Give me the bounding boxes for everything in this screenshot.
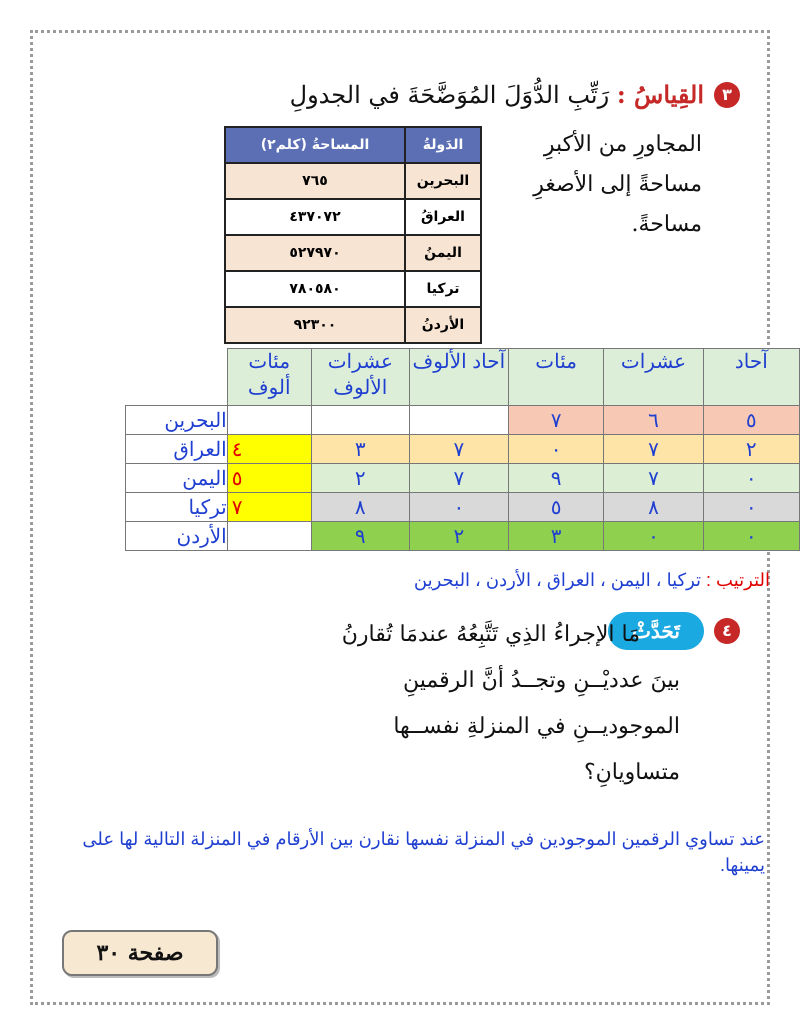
header-blank — [126, 349, 228, 406]
question-3-body-line: مساحةً. — [631, 212, 702, 237]
digit-cell: ٠ — [703, 464, 799, 493]
country-cell: اليمنُ — [405, 235, 481, 271]
area-table — [224, 126, 482, 344]
ordering-value: تركيا ، اليمن ، العراق ، الأردن ، البحرين — [413, 570, 702, 590]
area-cell: ٧٨٠٥٨٠ — [225, 271, 405, 307]
table-row — [225, 199, 481, 235]
digit-cell: ٠ — [409, 493, 508, 522]
country-name-cell: البحرين — [126, 406, 228, 435]
page-number: صفحة ٣٠ — [62, 930, 218, 976]
question-4-line: بينَ عدديْــنِ وتجــدُ أنَّ الرقمينِ — [403, 668, 680, 693]
digit-cell — [227, 406, 311, 435]
question-3-line1: رَتِّبِ الدُّوَلَ المُوَضَّحَةَ في الجدولِ — [289, 81, 610, 109]
header-tens: عشرات — [604, 349, 703, 406]
table-row — [225, 235, 481, 271]
question-3-heading — [290, 80, 704, 109]
country-name-cell: الأردن — [126, 522, 228, 551]
question-4-line: متساويانِ؟ — [583, 760, 680, 785]
header-ten-thousands: عشرات الألوف — [311, 349, 409, 406]
country-name-cell: العراق — [126, 435, 228, 464]
question-number-badge: ٤ — [714, 618, 740, 644]
area-cell: ٩٢٣٠٠ — [225, 307, 405, 343]
question-4-line-text: مَا الإجراءُ الذِي تَتَّبِعُهُ عندمَا تُقارنُ — [341, 622, 640, 647]
digit-cell: ٥ — [703, 406, 799, 435]
digit-cell: ٠ — [703, 493, 799, 522]
digit-cell — [227, 522, 311, 551]
question-4 — [140, 612, 740, 812]
digit-cell: ٩ — [311, 522, 409, 551]
question-3 — [180, 82, 740, 112]
country-cell: العراقُ — [405, 199, 481, 235]
place-value-table — [125, 348, 800, 551]
question-number-badge: ٣ — [714, 82, 740, 108]
area-cell: ٤٣٧٠٧٢ — [225, 199, 405, 235]
digit-cell: ٢ — [703, 435, 799, 464]
digit-cell-highlighted: ٤ — [227, 435, 311, 464]
digit-cell: ٨ — [311, 493, 409, 522]
area-cell: ٥٢٧٩٧٠ — [225, 235, 405, 271]
digit-cell: ٣ — [311, 435, 409, 464]
digit-cell: ٧ — [604, 435, 703, 464]
ordering-answer — [414, 570, 770, 591]
area-table-header-country: الدَولةُ — [405, 127, 481, 163]
digit-cell: ٠ — [604, 522, 703, 551]
question-4-line: الموجوديــنِ في المنزلةِ نفســها — [393, 714, 680, 739]
country-name-cell: اليمن — [126, 464, 228, 493]
question-3-body — [522, 125, 702, 245]
country-cell: الأردنُ — [405, 307, 481, 343]
digit-cell-highlighted: ٧ — [227, 493, 311, 522]
header-ones: آحاد — [703, 349, 799, 406]
digit-cell-highlighted: ٥ — [227, 464, 311, 493]
talk-badge: تَحَدَّثْ — [608, 612, 704, 650]
digit-cell: ٦ — [604, 406, 703, 435]
digit-cell: ٧ — [409, 464, 508, 493]
place-table-header-row — [126, 349, 800, 406]
table-row — [126, 522, 800, 551]
digit-cell: ٥ — [508, 493, 604, 522]
answer-text: عند تساوي الرقمين الموجودين في المنزلة نفسها نقارن بين الأرقام في المنزلة التالية لها على يمينها. — [82, 829, 765, 875]
question-keyword: القِياسُ : — [616, 80, 704, 109]
header-hundred-thousands: مئات ألوف — [227, 349, 311, 406]
area-table-header-area: المساحةُ (كلم٢) — [225, 127, 405, 163]
table-row — [225, 163, 481, 199]
digit-cell: ٩ — [508, 464, 604, 493]
header-thousands: آحاد الألوف — [409, 349, 508, 406]
digit-cell: ٣ — [508, 522, 604, 551]
digit-cell: ٢ — [311, 464, 409, 493]
table-row — [126, 464, 800, 493]
digit-cell — [409, 406, 508, 435]
question-3-body-line: مساحةً إلى الأصغرِ — [533, 172, 702, 197]
digit-cell: ٢ — [409, 522, 508, 551]
digit-cell: ٧ — [409, 435, 508, 464]
country-name-cell: تركيا — [126, 493, 228, 522]
digit-cell: ٠ — [703, 522, 799, 551]
digit-cell: ٧ — [508, 406, 604, 435]
digit-cell — [311, 406, 409, 435]
question-3-body-line: المجاورِ من الأكبرِ — [543, 132, 702, 157]
digit-cell: ٧ — [604, 464, 703, 493]
table-row — [225, 271, 481, 307]
digit-cell: ٨ — [604, 493, 703, 522]
table-row — [225, 307, 481, 343]
digit-cell: ٠ — [508, 435, 604, 464]
country-cell: البحرين — [405, 163, 481, 199]
table-row — [126, 435, 800, 464]
ordering-label: الترتيب : — [706, 570, 770, 590]
question-4-line — [180, 612, 780, 658]
question-4-text — [180, 612, 780, 796]
table-row — [126, 406, 800, 435]
table-row — [126, 493, 800, 522]
area-cell: ٧٦٥ — [225, 163, 405, 199]
header-hundreds: مئات — [508, 349, 604, 406]
country-cell: تركيا — [405, 271, 481, 307]
